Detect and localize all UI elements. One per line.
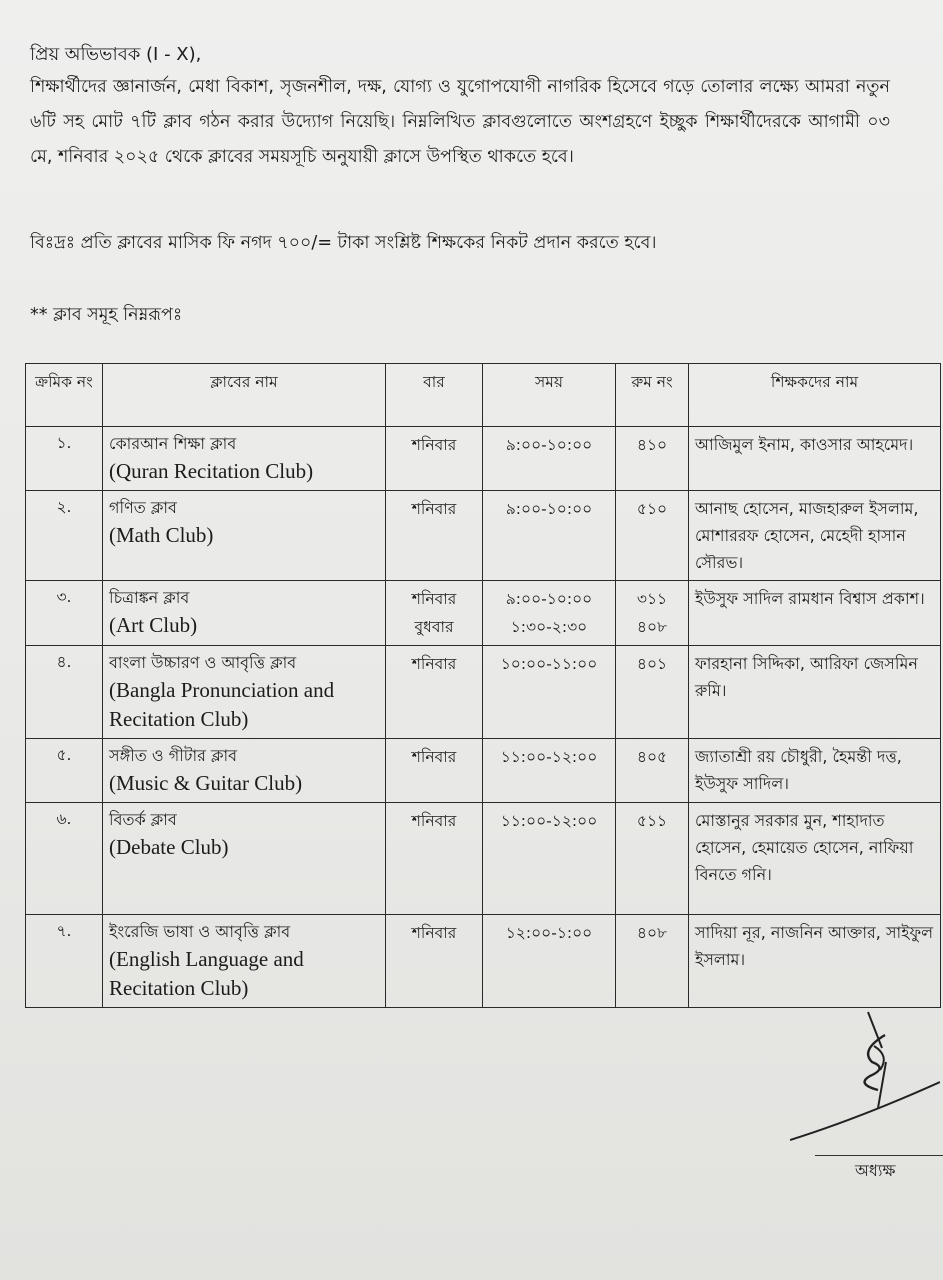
club-name-en: (Quran Recitation Club) (109, 459, 314, 483)
room-cell (616, 427, 689, 491)
room-value: ৩১১ (636, 590, 668, 608)
notice-body: শিক্ষার্থীদের জ্ঞানার্জন, মেধা বিকাশ, সৃজনশীল, দক্ষ, যোগ্য ও যুগোপযোগী নাগরিক হিসেবে গড়ে তোলার লক্ষ্যে আমরা নতুন ৬টি সহ মোট ৭টি ক্লাব গঠন করার উদ্যোগ নিয়েছি। নিম্নলিখিত ক্লাবগুলোতে অংশগ্রহণে ইচ্ছুক শিক্ষার্থীদেরকে আগামী ০৩ মে, শনিবার ২০২৫ থেকে ক্লাবের সময়সূচি অনুযায়ী ক্লাসে উপস্থিত থাকতে হবে। (30, 77, 890, 167)
day-cell (386, 491, 483, 581)
time-value: ৯:০০-১০:০০ (505, 500, 593, 518)
day-cell (386, 646, 483, 739)
teachers-cell: মোস্তানুর সরকার মুন, শাহাদাত হোসেন, হেমায়েত হোসেন, নাফিয়া বিনতে গনি। (689, 803, 941, 915)
room-cell (616, 646, 689, 739)
teachers-cell: জ্যাতাশ্রী রয় চৌধুরী, হৈমন্তী দত্ত, ইউসুফ সাদিল। (689, 739, 941, 803)
time-cell (483, 803, 616, 915)
day-value: শনিবার (411, 748, 457, 766)
club-name-cell (103, 803, 386, 915)
table-header-row (26, 364, 941, 427)
time-value: ১০:০০-১১:০০ (500, 655, 598, 673)
room-value: ৪০১ (636, 655, 668, 673)
header-club-name: ক্লাবের নাম (103, 364, 386, 427)
club-name-cell (103, 915, 386, 1008)
time-cell (483, 581, 616, 646)
day-cell (386, 581, 483, 646)
teachers-cell: ইউসুফ সাদিল রামধান বিশ্বাস প্রকাশ। (689, 581, 941, 646)
room-value-2: ৪০৮ (636, 618, 668, 636)
day-cell (386, 803, 483, 915)
club-schedule-table (25, 363, 941, 1008)
table-row (26, 915, 941, 1008)
club-list-heading: ** ক্লাব সমূহ নিম্নরূপঃ (30, 305, 183, 325)
club-name-en: (Art Club) (109, 613, 198, 637)
table-row (26, 803, 941, 915)
day-cell (386, 739, 483, 803)
time-cell (483, 491, 616, 581)
serial-cell: ৬. (26, 803, 103, 915)
time-value: ১২:০০-১:০০ (505, 924, 593, 942)
room-value: ৪০৫ (636, 748, 668, 766)
day-value-2: বুধবার (414, 618, 454, 636)
room-cell (616, 915, 689, 1008)
room-cell (616, 739, 689, 803)
table-row (26, 491, 941, 581)
club-name-en: (Debate Club) (109, 835, 229, 859)
time-cell (483, 915, 616, 1008)
room-value: ৫১১ (636, 812, 668, 830)
header-room: রুম নং (616, 364, 689, 427)
time-value: ১১:০০-১২:০০ (500, 812, 598, 830)
signature-line (815, 1155, 943, 1156)
room-cell (616, 581, 689, 646)
serial-cell: ৩. (26, 581, 103, 646)
club-name-bn: ইংরেজি ভাষা ও আবৃত্তি ক্লাব (109, 922, 291, 941)
teachers-cell: সাদিয়া নূর, নাজনিন আক্তার, সাইফুল ইসলাম। (689, 915, 941, 1008)
club-name-en: (Bangla Pronunciation and Recitation Club) (109, 678, 335, 731)
serial-cell: ৪. (26, 646, 103, 739)
table-row (26, 646, 941, 739)
club-name-en: (English Language and Recitation Club) (109, 947, 304, 1000)
club-name-cell (103, 491, 386, 581)
club-name-cell (103, 427, 386, 491)
day-value: শনিবার (411, 812, 457, 830)
time-value: ১১:০০-১২:০০ (500, 748, 598, 766)
header-serial: ক্রমিক নং (26, 364, 103, 427)
day-value: শনিবার (411, 924, 457, 942)
principal-signature (790, 1010, 940, 1150)
club-name-en: (Music & Guitar Club) (109, 771, 303, 795)
time-value: ৯:০০-১০:০০ (505, 436, 593, 454)
time-value: ৯:০০-১০:০০ (505, 590, 593, 608)
teachers-cell: আনাছ হোসেন, মাজহারুল ইসলাম, মোশাররফ হোসেন, মেহেদী হাসান সৌরভ। (689, 491, 941, 581)
room-value: ৪১০ (636, 436, 668, 454)
club-name-bn: বিতর্ক ক্লাব (109, 810, 177, 829)
table-row (26, 581, 941, 646)
club-name-cell (103, 646, 386, 739)
teachers-cell: আজিমুল ইনাম, কাওসার আহমেদ। (689, 427, 941, 491)
table-row (26, 427, 941, 491)
day-cell (386, 427, 483, 491)
day-cell (386, 915, 483, 1008)
club-name-bn: সঙ্গীত ও গীটার ক্লাব (109, 746, 238, 765)
club-name-en: (Math Club) (109, 523, 214, 547)
serial-cell: ৫. (26, 739, 103, 803)
room-cell (616, 491, 689, 581)
club-name-bn: বাংলা উচ্চারণ ও আবৃত্তি ক্লাব (109, 653, 297, 672)
day-value: শনিবার (411, 655, 457, 673)
signature-title: অধ্যক্ষ (855, 1161, 896, 1180)
club-name-cell (103, 739, 386, 803)
header-teachers: শিক্ষকদের নাম (689, 364, 941, 427)
teachers-cell: ফারহানা সিদ্দিকা, আরিফা জেসমিন রুমি। (689, 646, 941, 739)
serial-cell: ১. (26, 427, 103, 491)
club-name-bn: কোরআন শিক্ষা ক্লাব (109, 434, 237, 453)
serial-cell: ২. (26, 491, 103, 581)
header-day: বার (386, 364, 483, 427)
table-row (26, 739, 941, 803)
room-cell (616, 803, 689, 915)
room-value: ৪০৮ (636, 924, 668, 942)
time-cell (483, 646, 616, 739)
day-value: শনিবার (411, 500, 457, 518)
time-value-2: ১:৩০-২:৩০ (510, 618, 588, 636)
fee-note: বিঃদ্রঃ প্রতি ক্লাবের মাসিক ফি নগদ ৭০০/= টাকা সংশ্লিষ্ট শিক্ষকের নিকট প্রদান করতে হবে। (30, 233, 657, 253)
club-name-cell (103, 581, 386, 646)
time-cell (483, 739, 616, 803)
greeting: প্রিয় অভিভাবক (I - X), (30, 44, 202, 65)
time-cell (483, 427, 616, 491)
day-value: শনিবার (411, 590, 457, 608)
club-name-bn: গণিত ক্লাব (109, 498, 177, 517)
serial-cell: ৭. (26, 915, 103, 1008)
room-value: ৫১০ (636, 500, 668, 518)
day-value: শনিবার (411, 436, 457, 454)
club-name-bn: চিত্রাঙ্কন ক্লাব (109, 588, 190, 607)
header-time: সময় (483, 364, 616, 427)
